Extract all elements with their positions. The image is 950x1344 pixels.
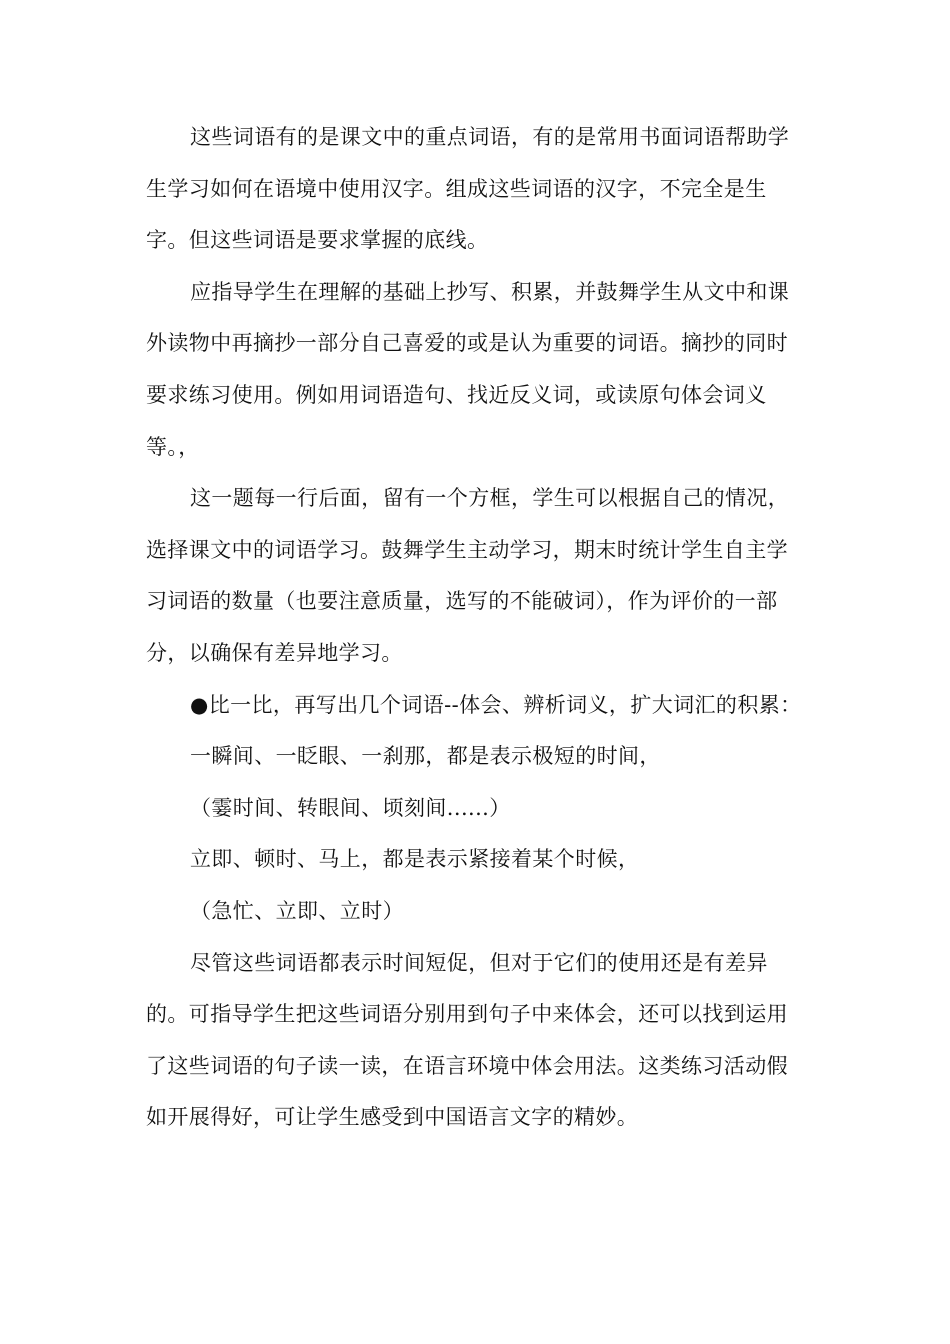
paragraph-usage-difference: 尽管这些词语都表示时间短促，但对于它们的使用还是有差异的。可指导学生把这些词语分别用到句子中来体会，还可以找到运用了这些词语的句子读一读，在语言环境中体会用法。这类练习活动假如开展得好，可让学生感受到中国语言文字的精妙。 [146, 950, 788, 1130]
document-body [146, 112, 806, 1144]
example-line-immediately: 立即、顿时、马上，都是表示紧接着某个时候， [190, 847, 640, 872]
paragraph-copy-accumulate: 应指导学生在理解的基础上抄写、积累，并鼓舞学生从文中和课外读物中再摘抄一部分自己喜爱的或是认为重要的词语。摘抄的同时要求练习使用。例如用词语造句、找近反义词，或读原句体会词义等。， [146, 279, 790, 459]
paragraph-key-words: 这些词语有的是课文中的重点词语，有的是常用书面词语帮助学生学习如何在语境中使用汉字。组成这些词语的汉字，不完全是生字。但这些词语是要求掌握的底线。 [146, 125, 790, 253]
example-line-short-time-words: （霎时间、转眼间、顷刻间......） [190, 795, 511, 820]
paragraph-compare-heading: ●比一比，再写出几个词语--体会、辨析词义，扩大词汇的积累： [190, 692, 802, 717]
example-line-immediately-words: （急忙、立即、立时） [190, 898, 404, 923]
paragraph-box-selection: 这一题每一行后面，留有一个方框，学生可以根据自己的情况，选择课文中的词语学习。鼓舞学生主动学习，期末时统计学生自主学习词语的数量（也要注意质量，选写的不能破词），作为评价的一部分，以确保有差异地学习。 [146, 486, 790, 665]
example-line-short-time: 一瞬间、一眨眼、一刹那，都是表示极短的时间， [190, 744, 661, 769]
